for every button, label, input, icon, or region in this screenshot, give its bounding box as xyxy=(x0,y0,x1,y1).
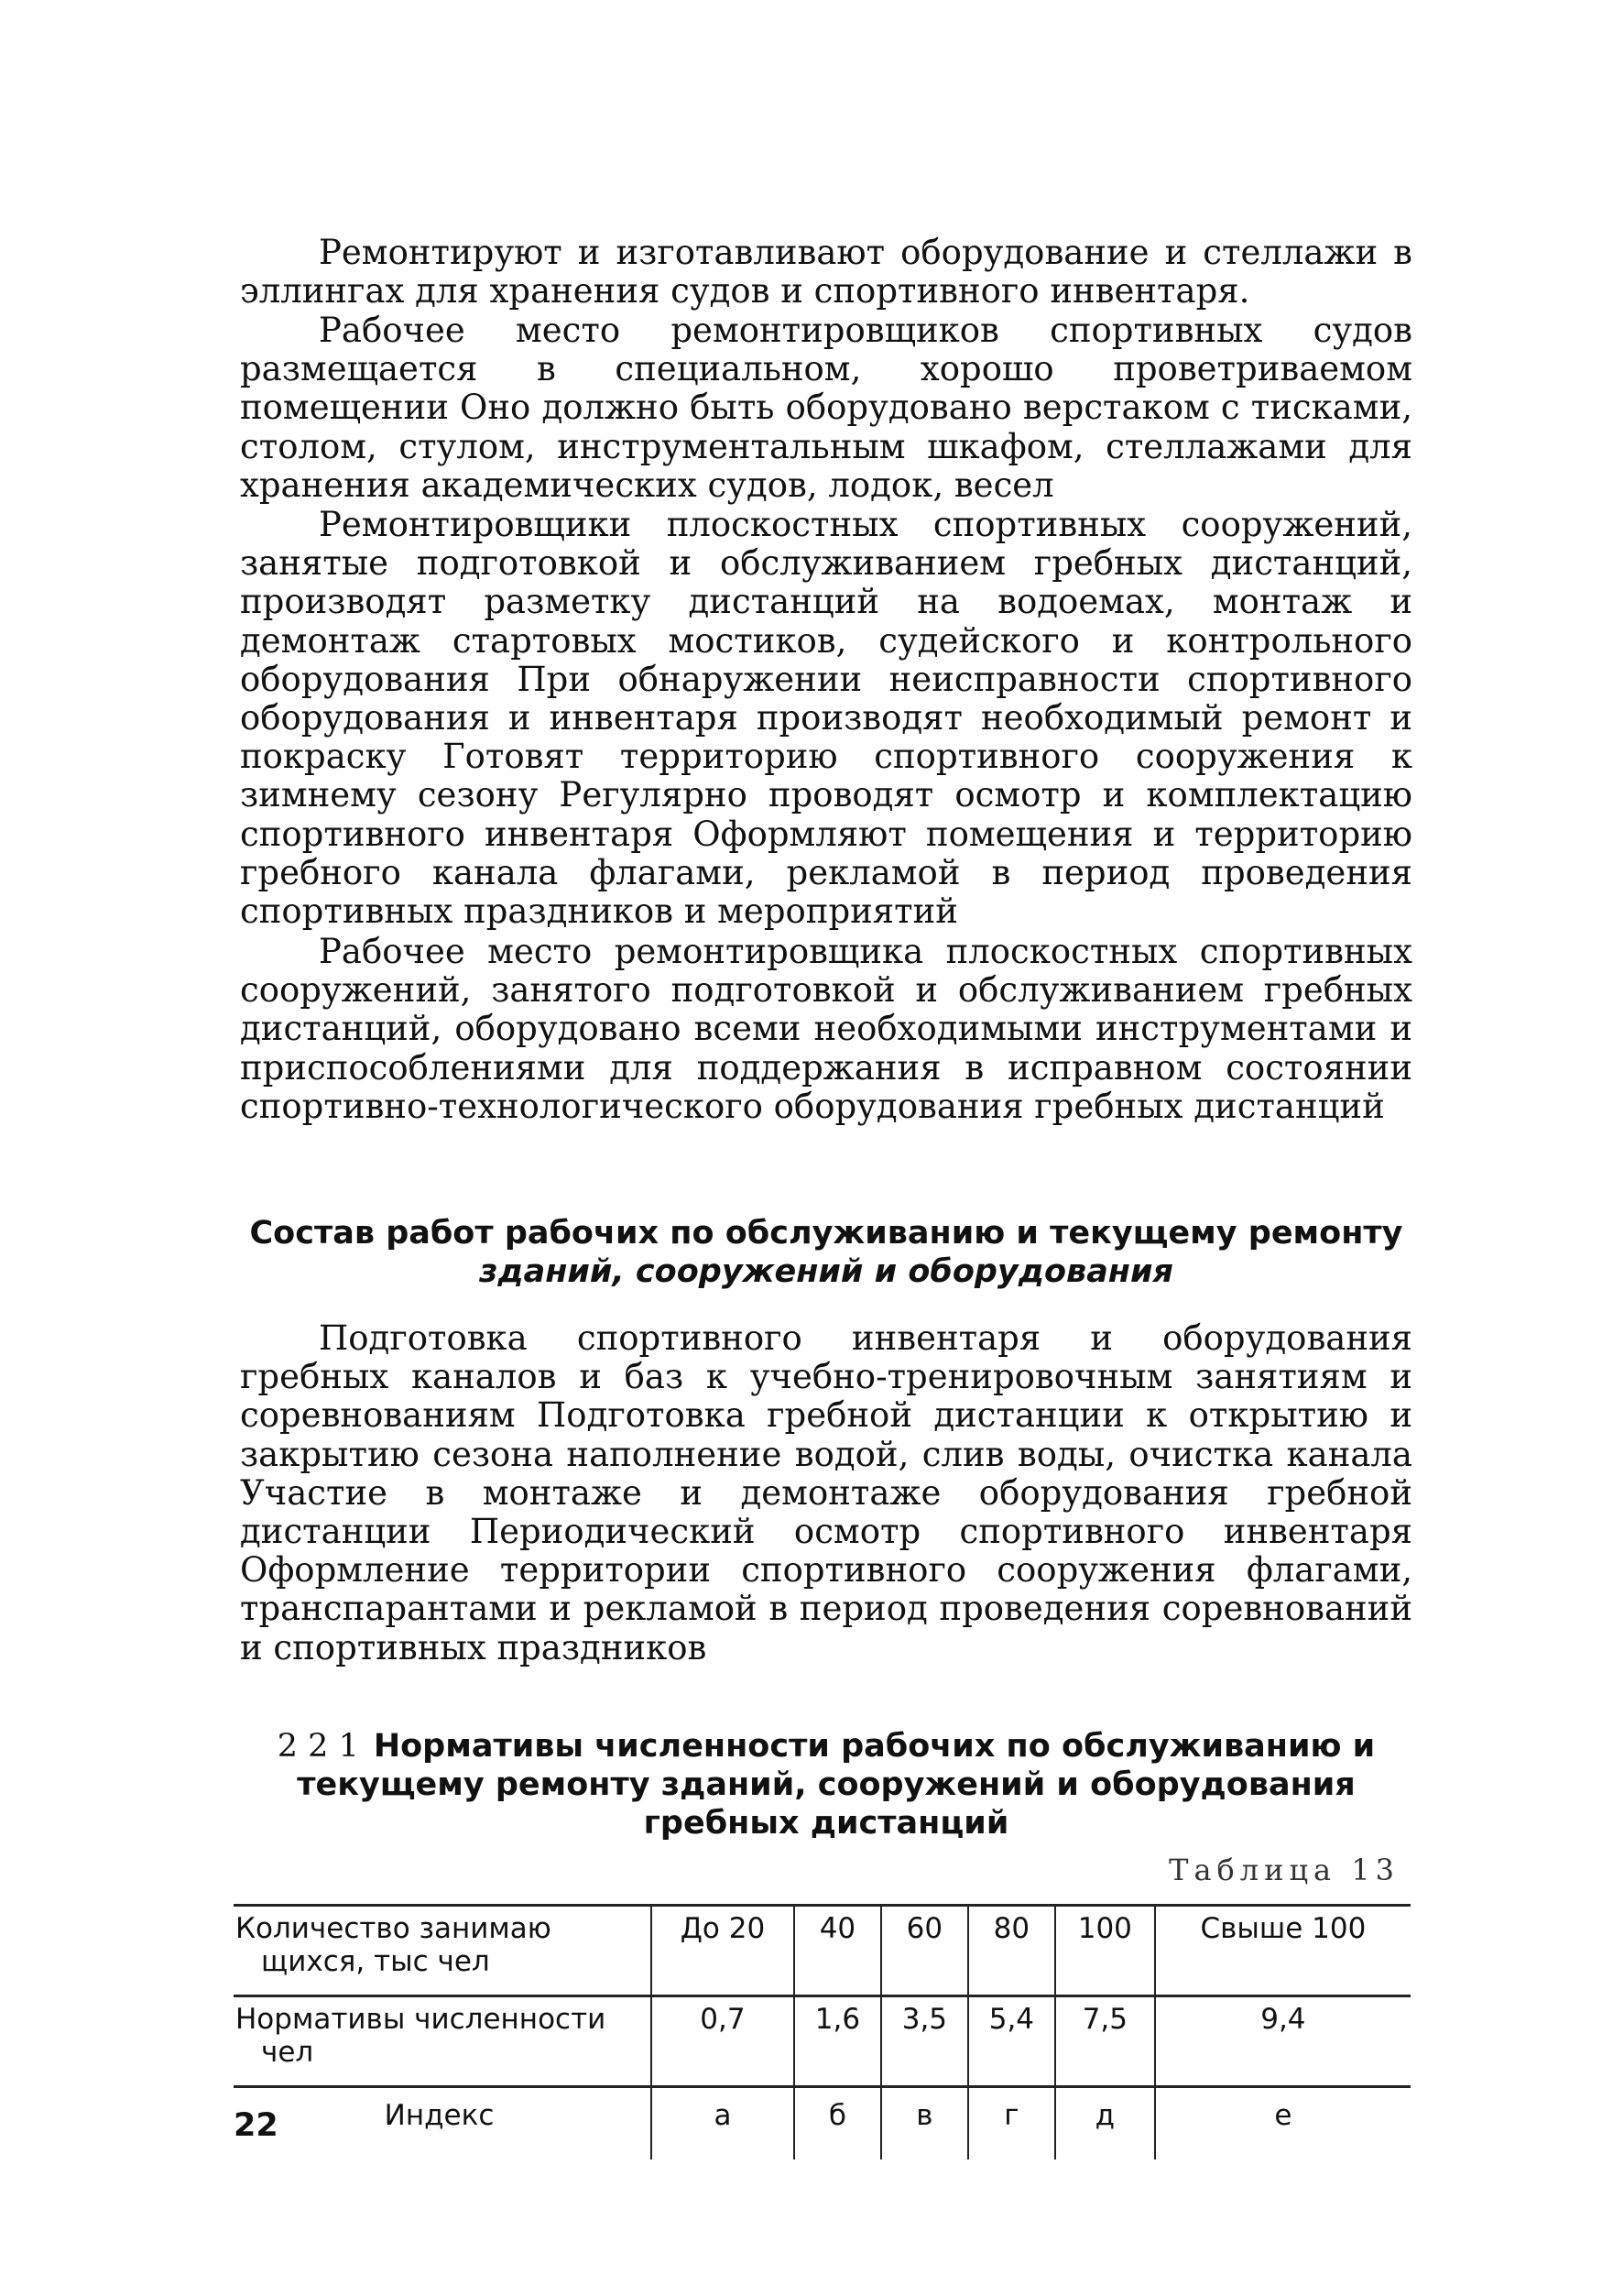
table-cell: 7,5 xyxy=(1055,1996,1155,2087)
paragraph-workplace-boats xyxy=(240,312,1412,505)
row-header xyxy=(234,2087,651,2160)
row-header xyxy=(234,1906,651,1996)
row-header-line: Нормативы численности xyxy=(235,2003,606,2036)
page-number: 22 xyxy=(234,2107,278,2144)
table-cell: 40 xyxy=(794,1906,881,1996)
paragraph-workplace-rowing xyxy=(240,933,1412,1126)
paragraph-text: Ремонтируют и изготавливают оборудование и стеллажи в эллингах для хранения судов и спортивного инвентаря. xyxy=(240,233,1412,312)
table-cell: 0,7 xyxy=(651,1996,794,2087)
heading-line: зданий, сооружений и оборудования xyxy=(479,1253,1173,1290)
row-header-line: Количество занимаю xyxy=(235,1912,551,1945)
row-header-line: щихся, тыс чел xyxy=(261,1945,490,1978)
table-row xyxy=(234,1906,1411,1996)
row-header xyxy=(234,1996,651,2087)
table-cell: 5,4 xyxy=(968,1996,1055,2087)
table-caption: Таблица 13 xyxy=(1169,1853,1400,1887)
paragraph-text: Ремонтировщики плоскостных спортивных сооружений, занятые подготовкой и обслуживанием гребных дистанций, производят разметку дистанций на водоемах, монтаж и демонтаж стартовых мостиков, судейского и контрольного оборудования При обнаружении неисправности спортивного оборудования и инвентаря производят необходимый ремонт и покраску Готовят территорию спортивного сооружения к зимнему сезону Регулярно проводят осмотр и комплектацию спортивного инвентаря Оформляют помещения и территорию гребного канала флагами, рекламой в период проведения спортивных праздников и мероприятий xyxy=(240,505,1412,932)
paragraph-rowing-repairers xyxy=(240,506,1412,931)
table-cell: 1,6 xyxy=(794,1996,881,2087)
paragraph-repair-equipment xyxy=(240,234,1412,311)
table-cell: 9,4 xyxy=(1155,1996,1411,2087)
section-heading-staff-norms xyxy=(240,1727,1412,1842)
section-heading-work-scope xyxy=(240,1214,1412,1291)
section-number: 2 2 1 xyxy=(277,1728,359,1765)
row-header-line: Индекс xyxy=(384,2099,495,2132)
table-cell: д xyxy=(1055,2087,1155,2160)
table-cell: Свыше 100 xyxy=(1155,1906,1411,1996)
table-cell: г xyxy=(968,2087,1055,2160)
heading-line: Состав работ рабочих по обслуживанию и текущему ремонту xyxy=(249,1215,1403,1252)
table-row xyxy=(234,2087,1411,2160)
table-cell: 100 xyxy=(1055,1906,1155,1996)
table-cell: До 20 xyxy=(651,1906,794,1996)
table-cell: в xyxy=(881,2087,968,2160)
heading-text: Нормативы численности рабочих по обслуживанию и текущему ремонту зданий, сооружений и оборудования гребных дистанций xyxy=(297,1728,1376,1842)
table-cell: б xyxy=(794,2087,881,2160)
paragraph-work-scope xyxy=(240,1319,1412,1667)
row-header-line: чел xyxy=(261,2036,314,2069)
table-cell: 60 xyxy=(881,1906,968,1996)
paragraph-text: Рабочее место ремонтировщика плоскостных спортивных сооружений, занятого подготовкой и обслуживанием гребных дистанций, оборудовано всеми необходимыми инструментами и приспособлениями для поддержания в исправном состоянии спортивно-технологического оборудования гребных дистанций xyxy=(240,932,1412,1126)
table-cell: 80 xyxy=(968,1906,1055,1996)
paragraph-text: Рабочее место ремонтировщиков спортивных судов размещается в специальном, хорошо проветриваемом помещении Оно должно быть оборудовано верстаком с тисками, столом, стулом, инструментальным шкафом, стеллажами для хранения академических судов, лодок, весел xyxy=(240,311,1412,505)
table-cell: 3,5 xyxy=(881,1996,968,2087)
table-cell: е xyxy=(1155,2087,1411,2160)
paragraph-text: Подготовка спортивного инвентаря и оборудования гребных каналов и баз к учебно-тренировочным занятиям и соревнованиям Подготовка гребной дистанции к открытию и закрытию сезона наполнение водой, слив воды, очистка канала Участие в монтаже и демонтаже оборудования гребной дистанции Периодический осмотр спортивного инвентаря Оформление территории спортивного сооружения флагами, транспарантами и рекламой в период проведения соревнований и спортивных праздников xyxy=(240,1318,1412,1667)
table-cell: а xyxy=(651,2087,794,2160)
table-row xyxy=(234,1996,1411,2087)
norms-table xyxy=(234,1904,1411,2159)
